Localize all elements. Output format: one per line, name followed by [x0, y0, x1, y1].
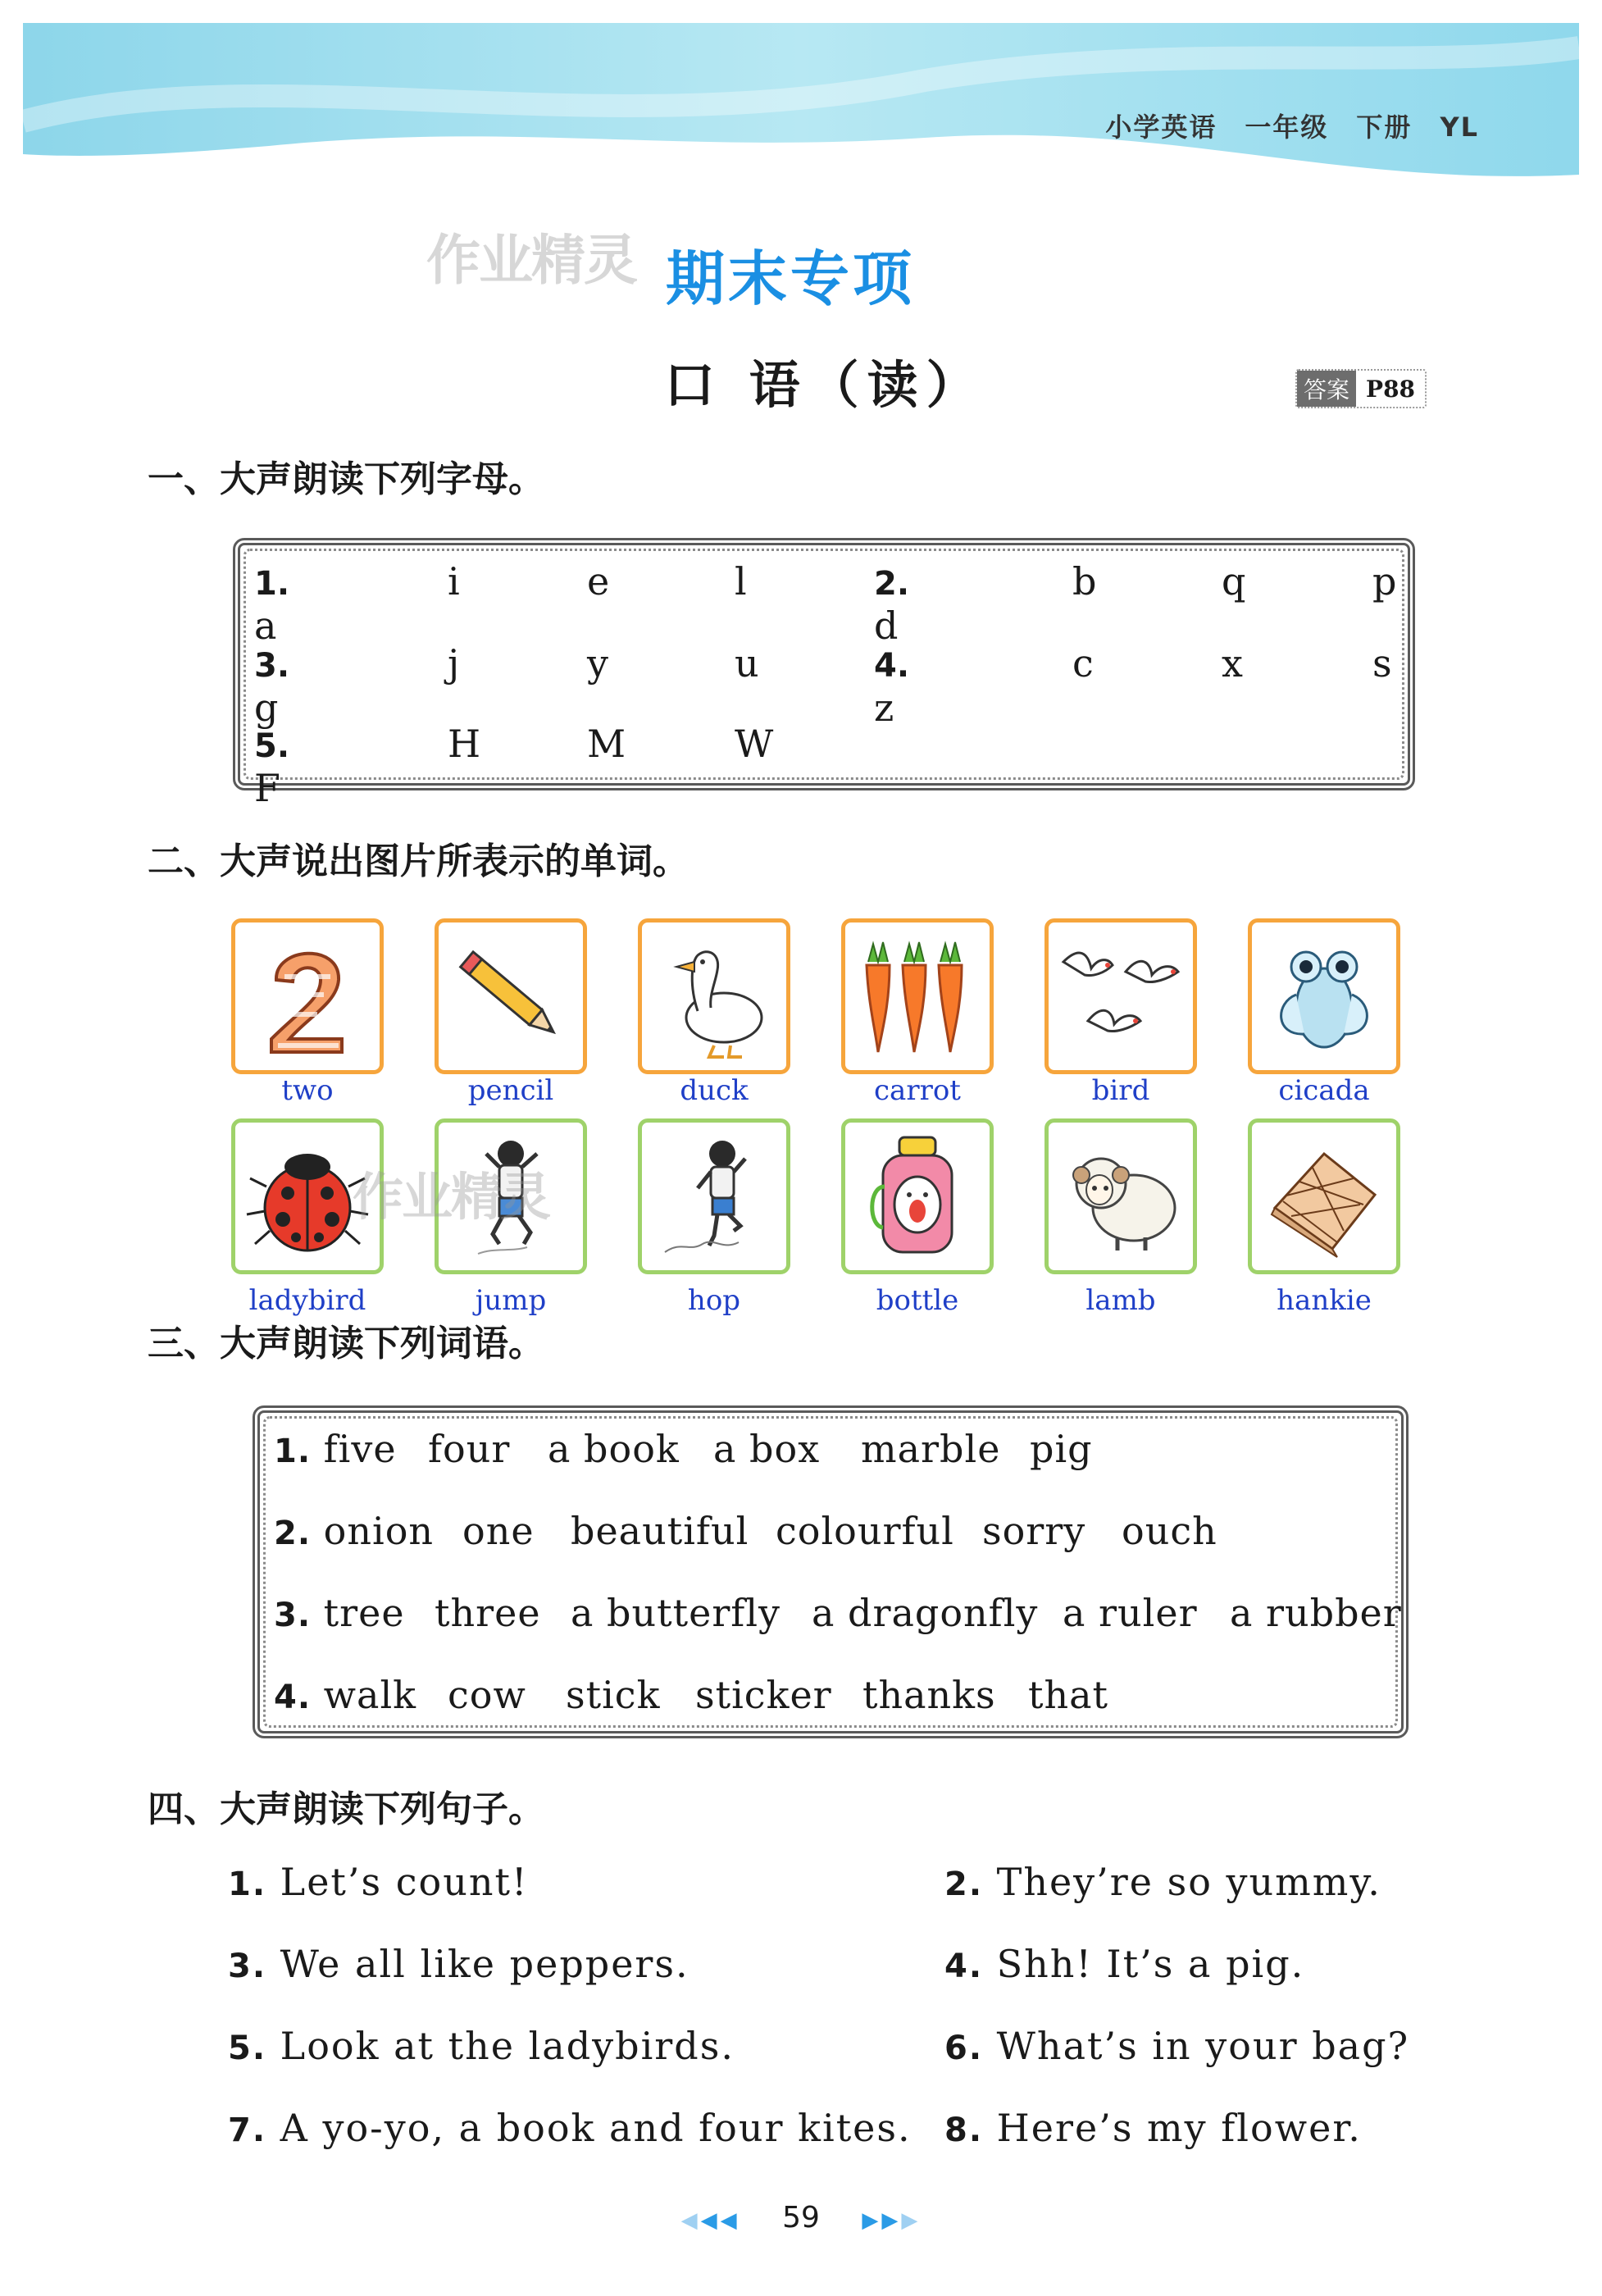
word: three — [435, 1591, 541, 1635]
word: that — [1028, 1673, 1109, 1717]
duck-icon — [649, 929, 780, 1064]
picture-label: hankie — [1277, 1284, 1372, 1317]
word: beautiful — [571, 1509, 749, 1553]
volume-label: 下册 — [1356, 112, 1413, 143]
section-four-title: 四、大声朗读下列句子。 — [148, 1788, 544, 1830]
subject-label: 小学英语 — [1105, 112, 1217, 143]
item-number: 2. — [944, 1866, 984, 1903]
word: a ruler — [1063, 1591, 1198, 1635]
item-number: 4. — [944, 1947, 984, 1985]
sentence — [228, 1942, 689, 1986]
letter: M — [587, 722, 626, 766]
word: onion — [323, 1509, 435, 1553]
picture-label: cicada — [1278, 1074, 1370, 1107]
letter: b — [1072, 559, 1097, 604]
word: pig — [1030, 1427, 1093, 1471]
grade-label: 一年级 — [1245, 112, 1329, 143]
hop-icon — [649, 1129, 780, 1264]
book-info — [1077, 107, 1479, 144]
word: colourful — [776, 1509, 954, 1553]
picture-label: duck — [680, 1074, 749, 1107]
bird-icon — [1055, 929, 1186, 1064]
letter: u — [735, 641, 759, 686]
sentence — [228, 2106, 912, 2150]
word: cow — [448, 1673, 526, 1717]
bottle-icon — [852, 1129, 983, 1264]
picture-card — [435, 918, 587, 1074]
letter: i — [448, 559, 460, 604]
word: sticker — [695, 1673, 832, 1717]
picture-label: ladybird — [248, 1284, 366, 1317]
answer-reference[interactable] — [1295, 369, 1427, 408]
letter: y — [587, 641, 608, 686]
letter: p — [1372, 559, 1397, 604]
word: a book — [548, 1427, 680, 1471]
letter-group-number: 5. F — [254, 727, 290, 810]
answer-label: 答案 — [1297, 371, 1356, 407]
lamb-icon — [1055, 1129, 1186, 1264]
sentence — [944, 1860, 1381, 1904]
picture-card — [231, 918, 384, 1074]
letter-group-number: 3. g — [254, 647, 290, 730]
picture-card — [841, 1118, 994, 1274]
watermark: 作业精灵 — [426, 229, 636, 292]
carrot-icon — [852, 929, 983, 1064]
sentence-text: We all like peppers. — [280, 1942, 689, 1986]
picture-label: bird — [1091, 1074, 1150, 1107]
picture-label: pencil — [467, 1074, 554, 1107]
section-two-title: 二、大声说出图片所表示的单词。 — [148, 840, 689, 882]
item-number: 7. — [228, 2112, 267, 2149]
item-number: 3. — [274, 1597, 312, 1634]
picture-label: jump — [475, 1284, 547, 1317]
sentence — [944, 2106, 1362, 2150]
header-band — [23, 23, 1579, 187]
right-arrows-icon: ▶▶▶ — [862, 2208, 922, 2233]
picture-label: lamb — [1085, 1284, 1156, 1317]
picture-card — [1248, 918, 1400, 1074]
item-number: 8. — [944, 2112, 984, 2149]
word: walk — [323, 1673, 417, 1717]
letter: x — [1222, 641, 1243, 686]
letter: l — [735, 559, 747, 604]
answer-page: P88 — [1366, 375, 1416, 403]
page-title: 期末专项 — [666, 244, 916, 313]
letter: s — [1372, 641, 1392, 686]
item-number: 6. — [944, 2029, 984, 2067]
word: ouch — [1122, 1509, 1217, 1553]
picture-card — [1044, 918, 1197, 1074]
picture-card — [1044, 1118, 1197, 1274]
section-one-title: 一、大声朗读下列字母。 — [148, 458, 544, 500]
letter-group-number: 2. d — [874, 565, 910, 648]
picture-label: two — [281, 1074, 334, 1107]
word: one — [462, 1509, 535, 1553]
cicada-icon — [1258, 929, 1390, 1064]
letter: j — [448, 641, 460, 686]
sentence-text: They’re so yummy. — [996, 1860, 1381, 1904]
sentence-text: Here’s my flower. — [996, 2106, 1362, 2150]
left-arrows-icon: ◀◀◀ — [680, 2208, 740, 2233]
watermark: 作业精灵 — [353, 1167, 550, 1227]
sentence — [944, 2024, 1409, 2068]
item-number: 1. — [228, 1866, 267, 1903]
letter-group-number: 1. a — [254, 565, 290, 648]
section-three-title: 三、大声朗读下列词语。 — [148, 1323, 544, 1364]
page-footer — [0, 2201, 1602, 2234]
sentence-text: Shh! It’s a pig. — [996, 1942, 1305, 1986]
item-number: 3. — [228, 1947, 267, 1985]
item-number: 2. — [274, 1515, 312, 1552]
picture-card — [841, 918, 994, 1074]
picture-label: carrot — [874, 1074, 961, 1107]
edition-label: YL — [1440, 112, 1479, 143]
sentence-text: Let’s count! — [280, 1860, 529, 1904]
sentence-text: What’s in your bag? — [996, 2024, 1410, 2068]
picture-card — [1248, 1118, 1400, 1274]
word: tree — [323, 1591, 405, 1635]
word: a butterfly — [571, 1591, 781, 1635]
sentence — [944, 1942, 1304, 1986]
letter: H — [448, 722, 481, 766]
number-two-icon — [242, 929, 373, 1064]
letter: c — [1072, 641, 1094, 686]
letter: q — [1222, 559, 1246, 604]
sentence — [228, 1860, 528, 1904]
letter-group-number: 4. z — [874, 647, 910, 730]
item-number: 1. — [274, 1433, 312, 1470]
word: thanks — [862, 1673, 996, 1717]
picture-card — [638, 1118, 790, 1274]
hankie-icon — [1258, 1129, 1390, 1264]
page-number: 59 — [782, 2201, 820, 2234]
word: marble — [861, 1427, 1001, 1471]
sentence — [228, 2024, 735, 2068]
word: sorry — [982, 1509, 1086, 1553]
word: five — [323, 1427, 397, 1471]
page-subtitle: 口 语（读） — [664, 355, 985, 415]
sentence-text: A yo-yo, a book and four kites. — [280, 2106, 912, 2150]
word: a rubber — [1230, 1591, 1402, 1635]
letter: W — [735, 722, 774, 766]
picture-card — [638, 918, 790, 1074]
picture-label: hop — [687, 1284, 741, 1317]
word: a dragonfly — [812, 1591, 1039, 1635]
word: stick — [566, 1673, 661, 1717]
letter: e — [587, 559, 610, 604]
word: four — [428, 1427, 511, 1471]
pencil-icon — [445, 929, 576, 1064]
picture-label: bottle — [876, 1284, 959, 1317]
item-number: 5. — [228, 2029, 267, 2067]
word: a box — [713, 1427, 821, 1471]
sentence-text: Look at the ladybirds. — [280, 2024, 735, 2068]
item-number: 4. — [274, 1679, 312, 1716]
